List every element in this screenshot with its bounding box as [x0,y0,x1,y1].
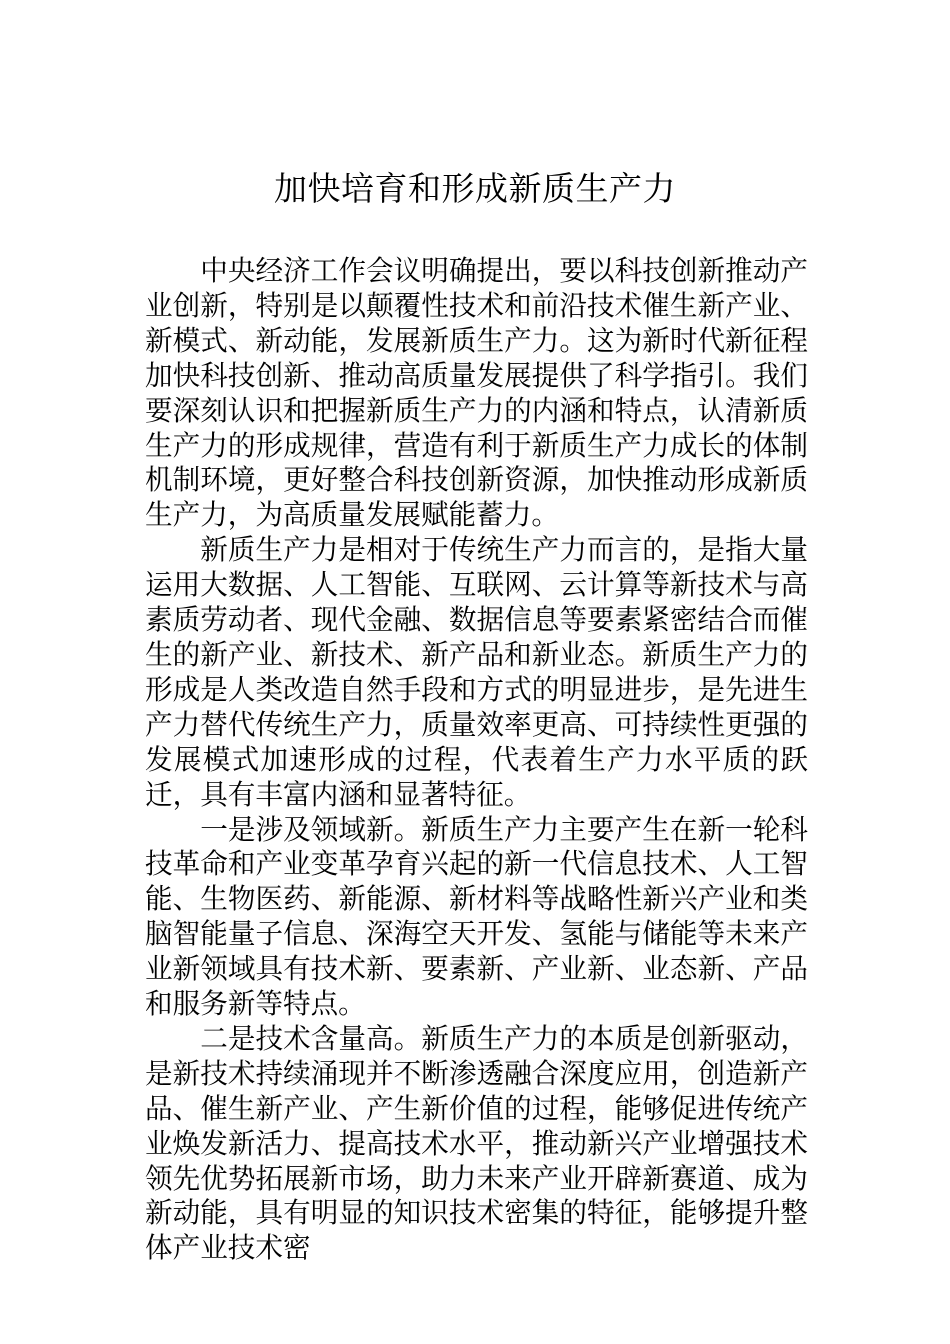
paragraph-1: 中央经济工作会议明确提出，要以科技创新推动产业创新，特别是以颠覆性技术和前沿技术催生新产业、新模式、新动能，发展新质生产力。这为新时代新征程加快科技创新、推动高质量发展提供了科学指引。我们要深刻认识和把握新质生产力的内涵和特点，认清新质生产力的形成规律，营造有利于新质生产力成长的体制机制环境，更好整合科技创新资源，加快推动形成新质生产力，为高质量发展赋能蓄力。 [145,254,808,532]
document-body [145,254,808,1266]
paragraph-2: 新质生产力是相对于传统生产力而言的，是指大量运用大数据、人工智能、互联网、云计算等新技术与高素质劳动者、现代金融、数据信息等要素紧密结合而催生的新产业、新技术、新产品和新业态。新质生产力的形成是人类改造自然手段和方式的明显进步，是先进生产力替代传统生产力，质量效率更高、可持续性更强的发展模式加速形成的过程，代表着生产力水平质的跃迁，具有丰富内涵和显著特征。 [145,533,808,811]
document-title: 加快培育和形成新质生产力 [274,169,676,208]
paragraph-3: 一是涉及领域新。新质生产力主要产生在新一轮科技革命和产业变革孕育兴起的新一代信息技术、人工智能、生物医药、新能源、新材料等战略性新兴产业和类脑智能量子信息、深海空天开发、氢能与储能等未来产业新领域具有技术新、要素新、产业新、业态新、产品和服务新等特点。 [145,812,808,1021]
paragraph-4: 二是技术含量高。新质生产力的本质是创新驱动，是新技术持续涌现并不断渗透融合深度应用，创造新产品、催生新产业、产生新价值的过程，能够促进传统产业焕发新活力、提高技术水平，推动新兴产业增强技术领先优势拓展新市场，助力未来产业开辟新赛道、成为新动能，具有明显的知识技术密集的特征，能够提升整体产业技术密 [145,1021,808,1265]
